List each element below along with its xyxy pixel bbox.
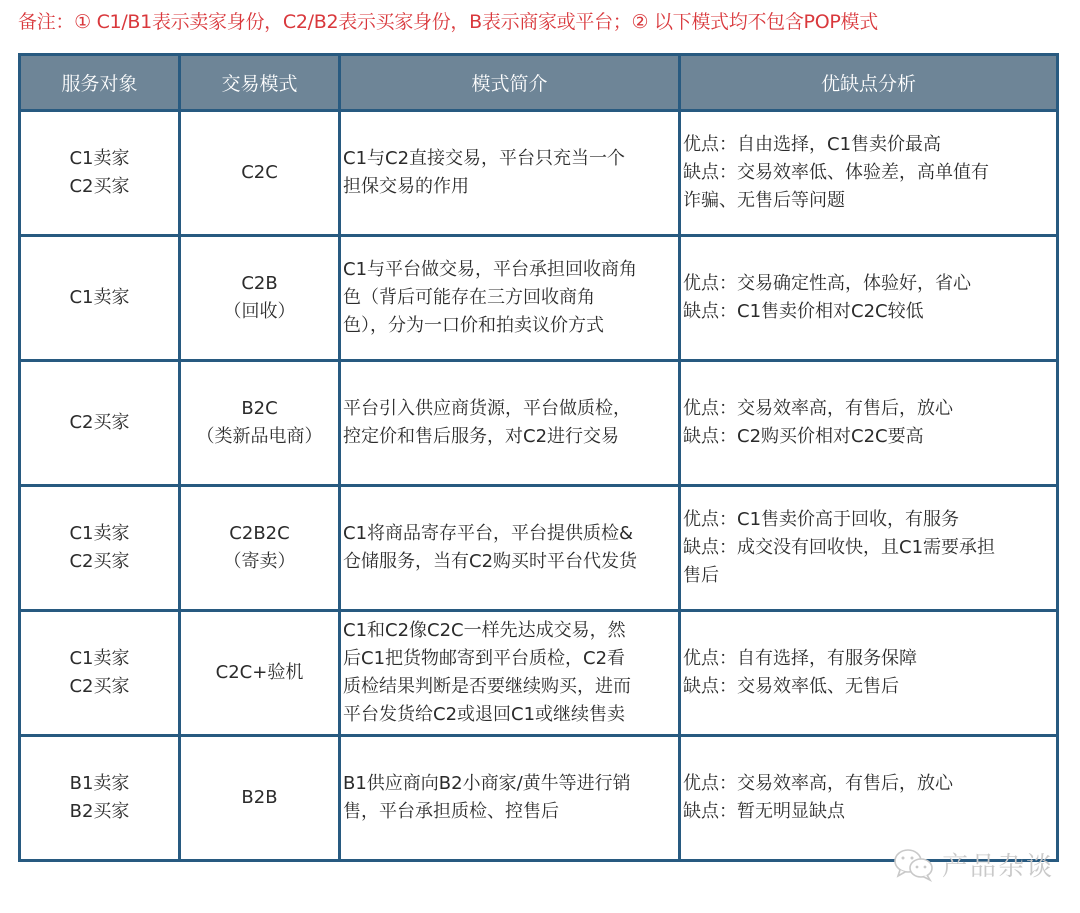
analysis-line: 优点：交易效率高，有售后，放心 — [683, 398, 953, 419]
cell-service-target — [20, 486, 180, 611]
desc-line: C1和C2像C2C一样先达成交易，然 — [343, 620, 626, 641]
mode-line: C2B — [241, 273, 278, 294]
table-row — [20, 236, 1058, 361]
cell-trade-mode — [180, 486, 340, 611]
desc-line: 平台发货给C2或退回C1或继续售卖 — [343, 704, 626, 725]
mode-line: C2C — [241, 162, 278, 183]
analysis-line: 优点：自由选择，C1售卖价最高 — [683, 134, 942, 155]
analysis-line: 优点：交易效率高，有售后，放心 — [683, 773, 953, 794]
mode-line: （回收） — [223, 301, 296, 322]
desc-line: 售，平台承担质检、控售后 — [343, 801, 559, 822]
cell-service-target — [20, 736, 180, 861]
target-line: C2买家 — [69, 551, 130, 572]
watermark-text: 产品杂谈 — [942, 852, 1055, 882]
target-line: C2买家 — [69, 676, 130, 697]
analysis-line: 缺点：交易效率低、无售后 — [683, 676, 899, 697]
note-text: 备注：① C1/B1表示卖家身份，C2/B2表示买家身份，B表示商家或平台；② 以下模式均不包含POP模式 — [18, 11, 878, 33]
analysis-line: 缺点：C2购买价相对C2C要高 — [683, 426, 924, 447]
header-trade-mode: 交易模式 — [180, 55, 340, 111]
analysis-line: 售后 — [683, 565, 719, 586]
mode-line: B2C — [241, 398, 278, 419]
mode-line: （类新品电商） — [196, 426, 323, 447]
cell-pros-cons — [680, 736, 1058, 861]
cell-trade-mode — [180, 361, 340, 486]
cell-pros-cons — [680, 236, 1058, 361]
desc-line: C1将商品寄存平台，平台提供质检& — [343, 523, 634, 544]
table-header-row — [20, 55, 1058, 111]
cell-service-target — [20, 361, 180, 486]
cell-pros-cons — [680, 361, 1058, 486]
table-row — [20, 611, 1058, 736]
table-row — [20, 361, 1058, 486]
analysis-line: 缺点：成交没有回收快，且C1需要承担 — [683, 537, 996, 558]
header-pros-cons: 优缺点分析 — [680, 55, 1058, 111]
desc-line: 担保交易的作用 — [343, 176, 469, 197]
desc-line: 后C1把货物邮寄到平台质检，C2看 — [343, 648, 626, 669]
target-line: B1卖家 — [69, 773, 130, 794]
cell-pros-cons — [680, 111, 1058, 236]
table-row — [20, 111, 1058, 236]
cell-trade-mode — [180, 111, 340, 236]
analysis-line: 优点：交易确定性高，体验好，省心 — [683, 273, 971, 294]
mode-line: B2B — [241, 787, 278, 808]
desc-line: 仓储服务，当有C2购买时平台代发货 — [343, 551, 638, 572]
analysis-line: 缺点：C1售卖价相对C2C较低 — [683, 301, 924, 322]
desc-line: 色（背后可能存在三方回收商角 — [343, 287, 595, 308]
target-line: B2买家 — [69, 801, 130, 822]
analysis-line: 优点：C1售卖价高于回收，有服务 — [683, 509, 960, 530]
desc-line: C1与C2直接交易，平台只充当一个 — [343, 148, 626, 169]
cell-mode-description — [340, 486, 680, 611]
cell-pros-cons — [680, 486, 1058, 611]
cell-mode-description — [340, 236, 680, 361]
cell-service-target — [20, 236, 180, 361]
desc-line: 质检结果判断是否要继续购买，进而 — [343, 676, 631, 697]
trade-mode-table — [18, 53, 1059, 862]
mode-line: （寄卖） — [223, 551, 296, 572]
cell-mode-description — [340, 361, 680, 486]
watermark — [892, 846, 1054, 883]
header-service-target: 服务对象 — [20, 55, 180, 111]
desc-line: C1与平台做交易，平台承担回收商角 — [343, 259, 638, 280]
cell-service-target — [20, 611, 180, 736]
desc-line: B1供应商向B2小商家/黄牛等进行销 — [343, 773, 631, 794]
analysis-line: 诈骗、无售后等问题 — [683, 190, 845, 211]
wechat-icon — [892, 847, 936, 883]
analysis-line: 缺点：交易效率低、体验差，高单值有 — [683, 162, 989, 183]
header-mode-description: 模式简介 — [340, 55, 680, 111]
cell-mode-description — [340, 611, 680, 736]
desc-line: 平台引入供应商货源，平台做质检， — [343, 398, 631, 419]
cell-mode-description — [340, 736, 680, 861]
cell-service-target — [20, 111, 180, 236]
target-line: C1卖家 — [69, 148, 130, 169]
table-row — [20, 486, 1058, 611]
cell-mode-description — [340, 111, 680, 236]
analysis-line: 优点：自有选择，有服务保障 — [683, 648, 917, 669]
table-row — [20, 736, 1058, 861]
mode-line: C2B2C — [229, 523, 290, 544]
target-line: C1卖家 — [69, 523, 130, 544]
target-line: C1卖家 — [69, 287, 130, 308]
cell-trade-mode — [180, 236, 340, 361]
desc-line: 控定价和售后服务，对C2进行交易 — [343, 426, 620, 447]
target-line: C2买家 — [69, 412, 130, 433]
cell-trade-mode — [180, 736, 340, 861]
target-line: C1卖家 — [69, 648, 130, 669]
target-line: C2买家 — [69, 176, 130, 197]
desc-line: 色），分为一口价和拍卖议价方式 — [343, 315, 604, 336]
mode-line: C2C+验机 — [215, 662, 304, 683]
analysis-line: 缺点：暂无明显缺点 — [683, 801, 845, 822]
cell-trade-mode — [180, 611, 340, 736]
cell-pros-cons — [680, 611, 1058, 736]
